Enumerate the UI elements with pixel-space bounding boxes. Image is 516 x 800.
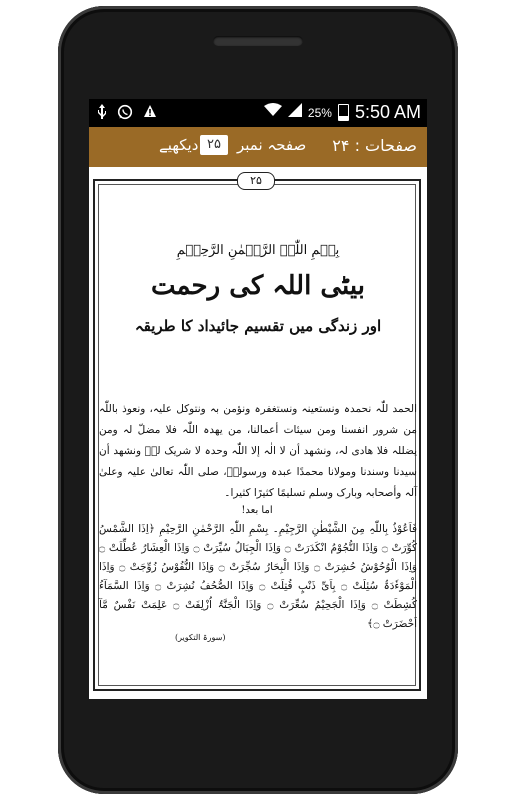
- intro-paragraph: الحمد للّٰہ نحمدہ ونستعینہ ونستغفرہ ونؤمن بہ ونتوکل علیہ، ونعوذ باللّٰہ من شرور انفسنا ومن سیئات أعمالنا، من یھدہ اللّٰہ فلا مضلّ لہ ومن یضللہ فلا ھادی لہ، ونشھد أن لا الٰہ إلا اللّٰہ وحدہ لا شریک لہٗ ونشھد أن سیدنا وسندنا ومولانا محمدًا عبدہ ورسولہٗ، صلی اللّٰہ تعالیٰ علیہ وعلیٰ آلہ وأصحابہ وبارک وسلم تسلیمًا کثیرًا کثیرا۔: [99, 403, 417, 499]
- clock: 5:50 AM: [354, 102, 421, 122]
- whatsapp-icon: [117, 104, 133, 123]
- amma-baad: اما بعد!: [241, 505, 273, 516]
- page-subtitle: اور زندگی میں تقسیم جائیداد کا طریقہ: [134, 317, 382, 335]
- page-number-input[interactable]: ۲۵: [200, 135, 228, 155]
- status-bar: [89, 99, 427, 127]
- page-number-badge: ۲۵: [237, 172, 275, 190]
- surah-reference: (سورۃ التکویر): [175, 633, 226, 642]
- earpiece-speaker: [213, 36, 303, 46]
- signal-icon: [288, 103, 302, 122]
- app-toolbar: [89, 127, 427, 167]
- screen: [89, 99, 427, 699]
- total-pages-label: صفحات : ۲۴: [332, 136, 417, 155]
- usb-icon: [97, 104, 107, 123]
- warning-icon: [143, 104, 157, 123]
- phone-frame: [58, 6, 458, 794]
- battery-icon: [338, 104, 349, 121]
- wifi-icon: [264, 103, 282, 122]
- view-page-button[interactable]: دیکھیے: [159, 136, 199, 154]
- quran-verse: فَاَعُوْذُ بِاللّٰہِ مِنَ الشَّیْطٰنِ الرَّجِیْمِ۔ بِسْمِ اللّٰہِ الرَّحْمٰنِ الرَّحِیْمِ ﴿اِذَا الشَّمْسُ کُوِّرَتْ ۝ وَاِذَا النُّجُوْمُ انْکَدَرَتْ ۝ وَاِذَا الْجِبَالُ سُیِّرَتْ ۝ وَاِذَا الْعِشَارُ عُطِّلَتْ ۝ وَاِذَا الْوُحُوْشُ حُشِرَتْ ۝ وَاِذَا الْبِحَارُ سُجِّرَتْ ۝ وَاِذَا النُّفُوْسُ زُوِّجَتْ ۝ وَاِذَا الْمَوْءٗدَۃُ سُئِلَتْ ۝ بِاَیِّ ذَنْبٍ قُتِلَتْ ۝ وَاِذَا الصُّحُفُ نُشِرَتْ ۝ وَاِذَا السَّمَآءُ کُشِطَتْ ۝ وَاِذَا الْجَحِیْمُ سُعِّرَتْ ۝ وَاِذَا الْجَنَّۃُ اُزْلِفَتْ ۝ عَلِمَتْ نَفْسٌ مَّآ اَحْضَرَتْ ۝﴾: [99, 523, 418, 630]
- page-number-label: صفحہ نمبر: [237, 136, 307, 154]
- book-page[interactable]: [89, 167, 427, 699]
- basmala: بِسۡمِ اللّٰہِ الرَّحۡمٰنِ الرَّحِیۡمِ: [176, 243, 340, 258]
- page-title: بیٹی اللہ کی رحمت: [151, 271, 365, 301]
- battery-percent: 25%: [307, 105, 332, 120]
